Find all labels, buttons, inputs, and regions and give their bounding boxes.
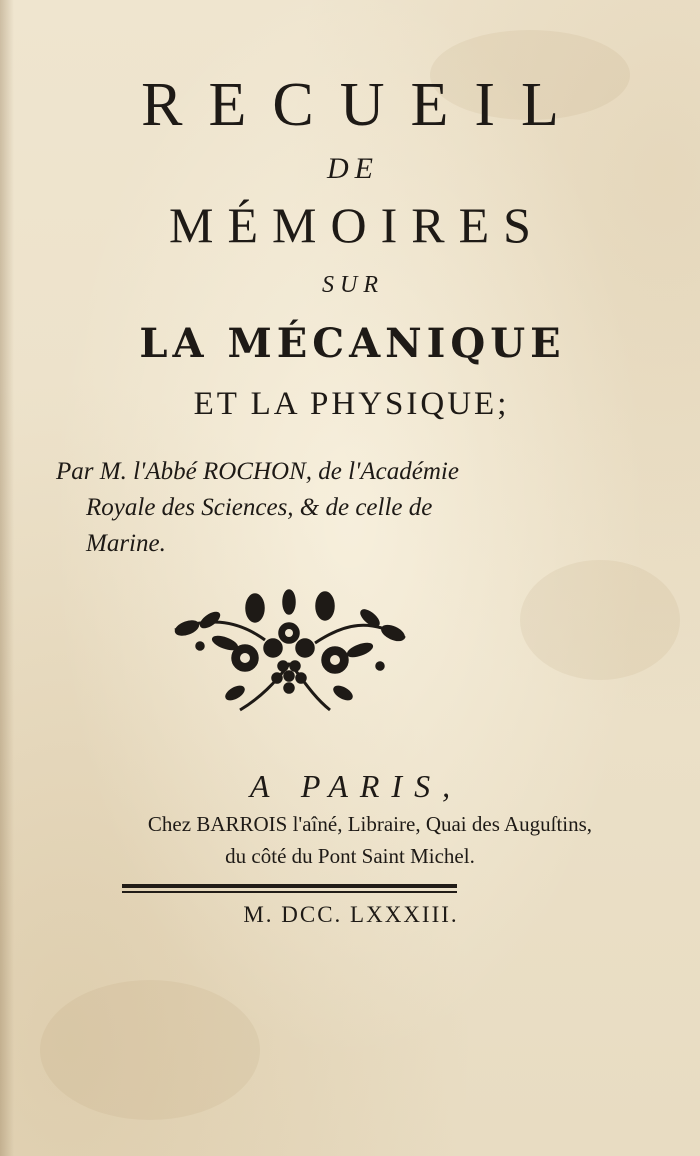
imprint-place: A PARIS, (249, 768, 463, 804)
author-line: Par M. l'Abbé ROCHON, de l'Académie (56, 458, 459, 485)
imprint-publisher: Chez BARROIS l'aîné, Libraire, Quai des Auguſtins, (147, 812, 593, 836)
title-de: DE (327, 152, 379, 185)
title-physique: ET LA PHYSIQUE; (193, 386, 510, 422)
title-mecanique: LA MÉCANIQUE (139, 320, 566, 367)
imprint-date: M. DCC. LXXXIII. (243, 902, 459, 927)
paper-stain (520, 560, 680, 680)
double-rule (122, 891, 457, 893)
title-recueil: RECUEIL (141, 71, 585, 139)
title-sur: SUR (322, 272, 384, 298)
author-line: Marine. (86, 530, 166, 557)
double-rule (122, 884, 457, 888)
paper-stain (40, 980, 260, 1120)
author-line: Royale des Sciences, & de celle de (86, 494, 433, 521)
floral-bouquet-icon (165, 588, 415, 718)
title-memoires: MÉMOIRES (169, 197, 545, 253)
imprint-location: du côté du Pont Saint Michel. (225, 844, 475, 868)
